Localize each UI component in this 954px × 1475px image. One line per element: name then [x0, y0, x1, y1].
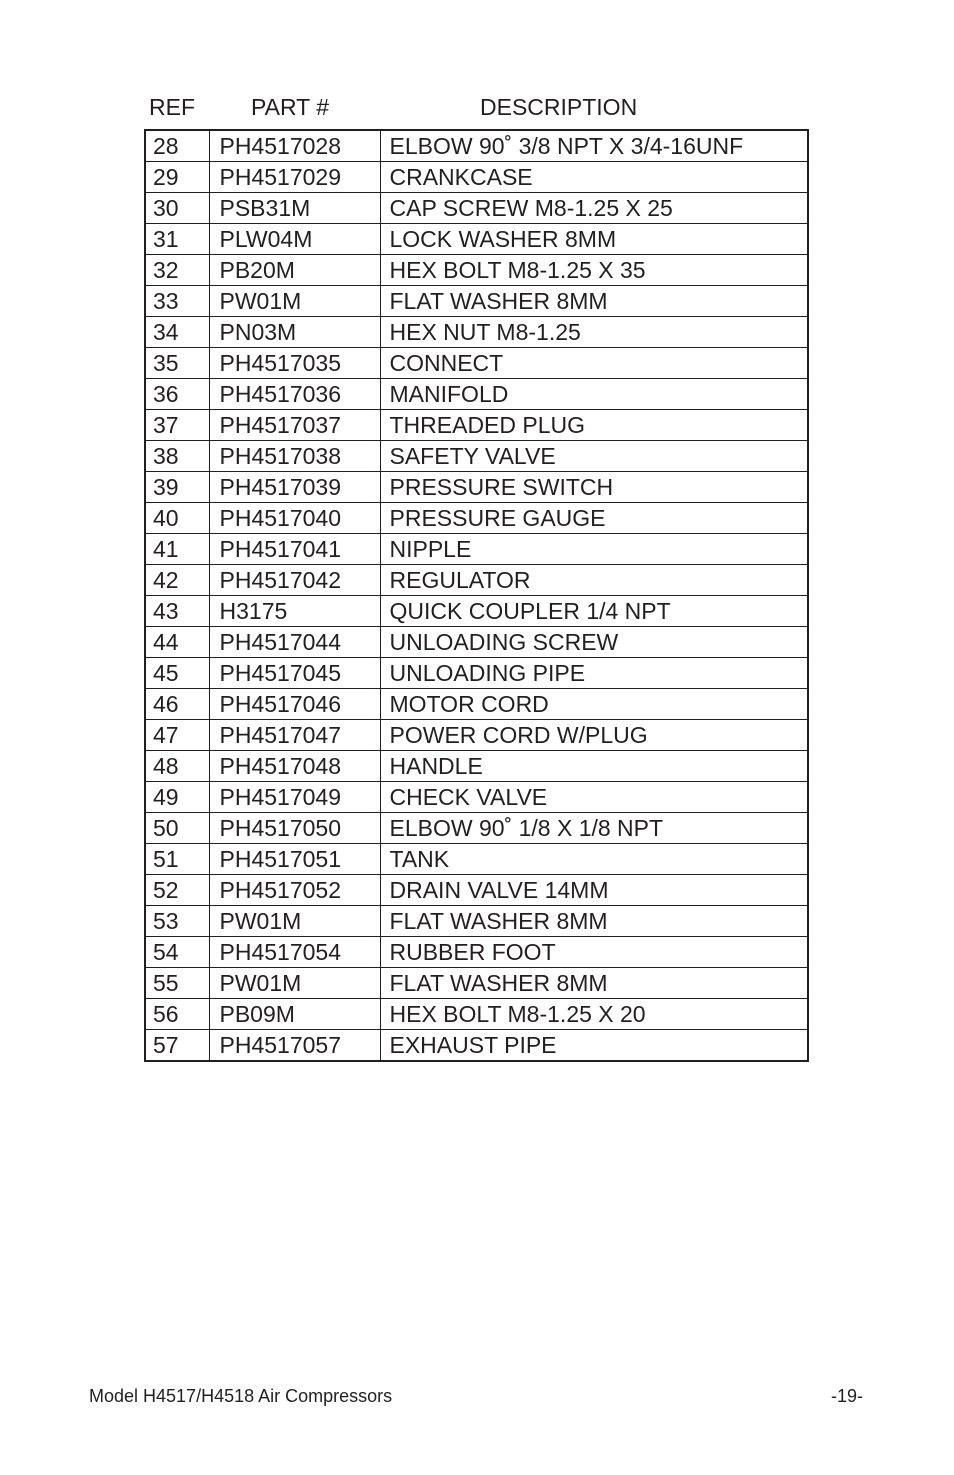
- part-number-cell: PSB31M: [209, 193, 380, 224]
- part-number-cell: PH4517057: [209, 1030, 380, 1062]
- part-number-cell: PH4517038: [209, 441, 380, 472]
- table-row: [145, 875, 808, 906]
- table-row: [145, 751, 808, 782]
- ref-cell: 46: [145, 689, 209, 720]
- ref-cell: 33: [145, 286, 209, 317]
- table-row: [145, 844, 808, 875]
- part-number-cell: PH4517039: [209, 472, 380, 503]
- part-number-cell: PH4517052: [209, 875, 380, 906]
- ref-cell: 30: [145, 193, 209, 224]
- description-cell: FLAT WASHER 8MM: [380, 286, 808, 317]
- ref-cell: 39: [145, 472, 209, 503]
- part-number-cell: PB20M: [209, 255, 380, 286]
- description-cell: HANDLE: [380, 751, 808, 782]
- part-number-cell: PH4517051: [209, 844, 380, 875]
- description-cell: TANK: [380, 844, 808, 875]
- part-number-cell: PH4517040: [209, 503, 380, 534]
- description-cell: POWER CORD W/PLUG: [380, 720, 808, 751]
- description-cell: UNLOADING PIPE: [380, 658, 808, 689]
- table-row: [145, 255, 808, 286]
- ref-cell: 32: [145, 255, 209, 286]
- description-cell: LOCK WASHER 8MM: [380, 224, 808, 255]
- ref-cell: 49: [145, 782, 209, 813]
- table-row: [145, 658, 808, 689]
- table-row: [145, 224, 808, 255]
- part-number-cell: PH4517041: [209, 534, 380, 565]
- table-row: [145, 472, 808, 503]
- table-row: [145, 689, 808, 720]
- ref-cell: 55: [145, 968, 209, 999]
- ref-cell: 34: [145, 317, 209, 348]
- part-number-cell: H3175: [209, 596, 380, 627]
- ref-cell: 56: [145, 999, 209, 1030]
- description-cell: FLAT WASHER 8MM: [380, 906, 808, 937]
- description-cell: PRESSURE SWITCH: [380, 472, 808, 503]
- header-part-number: PART #: [251, 94, 329, 120]
- table-row: [145, 720, 808, 751]
- table-row: [145, 317, 808, 348]
- description-cell: RUBBER FOOT: [380, 937, 808, 968]
- part-number-cell: PH4517035: [209, 348, 380, 379]
- part-number-cell: PH4517028: [209, 130, 380, 162]
- part-number-cell: PH4517044: [209, 627, 380, 658]
- description-cell: HEX BOLT M8-1.25 X 20: [380, 999, 808, 1030]
- footer-model-title: Model H4517/H4518 Air Compressors: [89, 1386, 393, 1406]
- part-number-cell: PLW04M: [209, 224, 380, 255]
- description-cell: UNLOADING SCREW: [380, 627, 808, 658]
- table-row: [145, 968, 808, 999]
- parts-table: [144, 129, 809, 1062]
- ref-cell: 42: [145, 565, 209, 596]
- ref-cell: 54: [145, 937, 209, 968]
- table-column-headers: [0, 94, 954, 124]
- description-cell: PRESSURE GAUGE: [380, 503, 808, 534]
- table-row: [145, 286, 808, 317]
- table-row: [145, 596, 808, 627]
- ref-cell: 38: [145, 441, 209, 472]
- header-ref: REF: [149, 94, 195, 120]
- part-number-cell: PW01M: [209, 286, 380, 317]
- table-row: [145, 999, 808, 1030]
- part-number-cell: PH4517029: [209, 162, 380, 193]
- table-row: [145, 782, 808, 813]
- ref-cell: 31: [145, 224, 209, 255]
- ref-cell: 57: [145, 1030, 209, 1062]
- description-cell: CAP SCREW M8-1.25 X 25: [380, 193, 808, 224]
- ref-cell: 36: [145, 379, 209, 410]
- part-number-cell: PH4517049: [209, 782, 380, 813]
- description-cell: CRANKCASE: [380, 162, 808, 193]
- description-cell: CHECK VALVE: [380, 782, 808, 813]
- ref-cell: 44: [145, 627, 209, 658]
- part-number-cell: PH4517054: [209, 937, 380, 968]
- footer-page-number: -19-: [831, 1386, 864, 1406]
- ref-cell: 35: [145, 348, 209, 379]
- table-row: [145, 1030, 808, 1062]
- table-row: [145, 565, 808, 596]
- description-cell: THREADED PLUG: [380, 410, 808, 441]
- table-row: [145, 193, 808, 224]
- ref-cell: 53: [145, 906, 209, 937]
- description-cell: ELBOW 90˚ 3/8 NPT X 3/4-16UNF: [380, 130, 808, 162]
- ref-cell: 37: [145, 410, 209, 441]
- ref-cell: 40: [145, 503, 209, 534]
- description-cell: HEX BOLT M8-1.25 X 35: [380, 255, 808, 286]
- part-number-cell: PB09M: [209, 999, 380, 1030]
- description-cell: NIPPLE: [380, 534, 808, 565]
- ref-cell: 28: [145, 130, 209, 162]
- description-cell: QUICK COUPLER 1/4 NPT: [380, 596, 808, 627]
- description-cell: CONNECT: [380, 348, 808, 379]
- header-description: DESCRIPTION: [480, 94, 638, 120]
- table-row: [145, 937, 808, 968]
- ref-cell: 48: [145, 751, 209, 782]
- part-number-cell: PW01M: [209, 968, 380, 999]
- description-cell: EXHAUST PIPE: [380, 1030, 808, 1062]
- part-number-cell: PH4517042: [209, 565, 380, 596]
- ref-cell: 29: [145, 162, 209, 193]
- ref-cell: 41: [145, 534, 209, 565]
- table-row: [145, 627, 808, 658]
- table-row: [145, 130, 808, 162]
- page-footer: [0, 1386, 954, 1410]
- description-cell: FLAT WASHER 8MM: [380, 968, 808, 999]
- ref-cell: 50: [145, 813, 209, 844]
- description-cell: DRAIN VALVE 14MM: [380, 875, 808, 906]
- description-cell: SAFETY VALVE: [380, 441, 808, 472]
- table-row: [145, 348, 808, 379]
- part-number-cell: PH4517037: [209, 410, 380, 441]
- part-number-cell: PH4517036: [209, 379, 380, 410]
- description-cell: ELBOW 90˚ 1/8 X 1/8 NPT: [380, 813, 808, 844]
- table-row: [145, 441, 808, 472]
- ref-cell: 47: [145, 720, 209, 751]
- description-cell: REGULATOR: [380, 565, 808, 596]
- parts-table-body: [145, 130, 808, 1061]
- description-cell: HEX NUT M8-1.25: [380, 317, 808, 348]
- table-row: [145, 503, 808, 534]
- table-row: [145, 534, 808, 565]
- table-row: [145, 162, 808, 193]
- part-number-cell: PH4517047: [209, 720, 380, 751]
- part-number-cell: PH4517045: [209, 658, 380, 689]
- ref-cell: 52: [145, 875, 209, 906]
- table-row: [145, 813, 808, 844]
- table-row: [145, 379, 808, 410]
- part-number-cell: PH4517048: [209, 751, 380, 782]
- part-number-cell: PW01M: [209, 906, 380, 937]
- ref-cell: 51: [145, 844, 209, 875]
- ref-cell: 45: [145, 658, 209, 689]
- part-number-cell: PN03M: [209, 317, 380, 348]
- table-row: [145, 906, 808, 937]
- description-cell: MOTOR CORD: [380, 689, 808, 720]
- table-row: [145, 410, 808, 441]
- part-number-cell: PH4517050: [209, 813, 380, 844]
- description-cell: MANIFOLD: [380, 379, 808, 410]
- ref-cell: 43: [145, 596, 209, 627]
- part-number-cell: PH4517046: [209, 689, 380, 720]
